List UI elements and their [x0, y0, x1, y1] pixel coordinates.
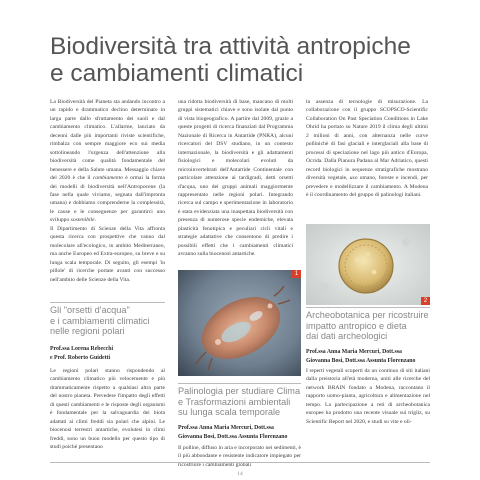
intro-text: La Biodiversità del Pianeta sta andando incontro a un rapido e drammatico declino determinato in larga parte dallo sfruttamento dei suoli e dal cambiamento climatico. L'allarme, lanciato da decenni dalle più importanti riviste scientifiche, rimbalza con sempre maggiore eco sui media sottolineando l'urgenza dell'attenzione alla biodiversità come qualità fondamentale del benessere e della Salute umana. Messaggio chiave del 2020 è che il — [50, 99, 165, 182]
section-paragraph: I reperti vegetali scoperti da un continuo di siti italiani dalla preistoria all'età moderna, uniti alle ricerche del network BRAIN fondato a Modena, raccontano il rapporto uomo-pianta, agricoltura e alimentazione nel tempo. La partecipazione a reti di archeobotanica europee ha prodotto una recente visuale sui trigliz, su Scientific Report nel 2020, e studi su vite e oli- — [306, 368, 430, 425]
section-heading-palinology — [178, 386, 302, 418]
intro-italic: uso — [349, 175, 358, 182]
section-body-polar — [50, 367, 165, 452]
intro-text: umano, foreste e incendi, per prevedere e modellizzare il cambiamento. A Modena è il coordinamento del gruppo di palinologi italiani. — [306, 175, 428, 198]
intro-text: . — [94, 217, 97, 224]
section-authors-palinology — [178, 424, 302, 442]
intro-paragraph-3: una ridotta biodiversità di base, mancano di molti gruppi sistematici chiave e sono isolate dal punto di vista biogeografico. A partire dal 2009, grazie a queste progetti di ricerca finanziati dal Programma Nazionale di Ricerca in Antartide (PNRA), alcuni ricercatori del DSV studiano, in un contesto internazionale, la biodiversità e gli adattamenti fisiologici e molecolari evoluti da microinvertebrati dell'Antartide Continentale con particolare attenzione ai tardigradi, detti orsetti d'acqua, uno dei gruppi animali maggiormente rappresentato nelle regioni polari. Integrando ricerca sul campo e sperimentazione in laboratorio è stata evidenziata una inaspettata biodiversità con presenza di numerose specie endemiche, elevata plasticità fenotipica e peculiari cicli vitali e strategie adattative che consentono di predire i possibili effetti che i cambiamenti climatici avranno sulla biocenosi antartiche. — [178, 99, 293, 258]
section-heading-polar — [50, 305, 168, 337]
intro-text: è ormai la forma dei modelli di biodiversità nell'Antropocene (la fase nella quale viviamo, segnata dall'impronta umana) e dobbiamo comprenderne la complessità, le cause e le conseguenze per garantirci uno sviluppo — [50, 175, 165, 224]
heading-line: dai dati archeologici — [306, 331, 388, 342]
page-number: 14 — [237, 471, 243, 477]
heading-line: Archeobotanica per ricostruire — [306, 310, 429, 320]
intro-column-2 — [178, 98, 293, 259]
title-line-2: e cambiamenti climatici — [50, 60, 304, 87]
section-authors-archaeo — [306, 348, 432, 366]
section-paragraph: Le regioni polari stanno rispondendo al cambiamento climatico più velocemente e più drammaticamente rispetto a qualsiasi altra parte del nostro pianeta. Prevedere l'impatto degli effetti di questi cambiamenti e le risposte degli organismi è fondamentale per la salvaguardia dei biota adattati ai climi freddi sia polari che alpini. Le biocenosi terrestri antartiche, evolutesi in climi freddi, sono un buon modello per questo tipo di studi poiché presentano — [50, 368, 165, 451]
section-body-archaeo — [306, 367, 430, 426]
author-line: e Prof. Roberto Guidetti — [50, 354, 111, 361]
section-heading-archaeo — [306, 310, 432, 342]
author-line: Prof.ssa Lorena Rebecchi — [50, 346, 114, 352]
heading-line: impatto antropico e dieta — [306, 320, 407, 331]
intro-italic: cambiamento — [92, 175, 123, 182]
section-rule-palinology — [178, 383, 301, 384]
pollen-photo — [306, 224, 430, 305]
section-paragraph: Il polline, diffuso in aria e incorporato nei sedimenti, è il più abbondante e resistente indicatore impiegato per ricostruire i cambiamenti globali — [178, 445, 301, 468]
author-line: Prof.ssa Anna Maria Mercuri, Dott.ssa — [178, 425, 274, 431]
section-rule-polar — [50, 302, 165, 303]
intro-text: in assenza di tecnologie di misurazione. La collaborazione con il gruppo SCOPSCO-Scientific Collaboration On Past Speciation Conditions in Lake Ohrid ha portato su Nature 2019 il clima degli ultimi 2 milioni di anni, con alternanza nelle curve pollinichè di fasi glaciali e interglaciali alla base di processi di speciazione nel lago più antico d'Europa, Ocrida. Dalla Pianura Padana al Mar Adriatico, questi record biologici in sequenze stratigrafiche mostrano diversità vegetale, — [306, 99, 428, 182]
intro-italic: sostenibile — [70, 217, 95, 224]
author-line: Prof.ssa Anna Maria Mercuri, Dott.ssa — [306, 349, 402, 355]
intro-column-1 — [50, 98, 165, 284]
heading-line: nelle regioni polari — [50, 326, 125, 337]
heading-line: Palinologia per studiare Clima — [178, 386, 301, 396]
pollen-image — [306, 224, 430, 305]
heading-line: su lunga scala temporale — [178, 407, 281, 418]
intro-paragraph-4 — [306, 98, 428, 199]
section-authors-polar — [50, 345, 168, 363]
page-title — [50, 33, 450, 87]
footer-rule — [50, 462, 430, 463]
section-body-palinology — [178, 444, 301, 469]
section-rule-archaeo — [306, 307, 430, 308]
heading-line: e i cambiamenti climatici — [50, 315, 150, 326]
figure-1-badge: 1 — [292, 270, 301, 278]
tardigrade-photo — [178, 270, 301, 376]
author-line: Giovanna Bosi, Dott.ssa Assunta Florenzano — [306, 357, 416, 364]
figure-2-badge: 2 — [421, 297, 430, 305]
tardigrade-image — [178, 270, 301, 376]
title-line-1: Biodiversità tra attività antropiche — [50, 33, 411, 60]
heading-line: Gli "orsetti d'acqua" — [50, 305, 130, 315]
intro-paragraph-1 — [50, 98, 165, 225]
intro-paragraph-2: Il Dipartimento di Scienze della Vita affronta questa ricerca con prospettive che vanno dal molecolare all'ecologico, in ambito Mediterraneo, ma anche Europeo ed Extra-europeo, su breve e su lunga scala temporale. Di seguito, gli esempi 'in pillole' di ricerche portate avanti con successo nell'ambito delle Scienze della Vita. — [50, 225, 165, 283]
heading-line: e Trasformazioni ambientali — [178, 396, 291, 407]
intro-column-3 — [306, 98, 428, 199]
author-line: Giovanna Bosi, Dott.ssa Assunta Florenzano — [178, 433, 288, 440]
